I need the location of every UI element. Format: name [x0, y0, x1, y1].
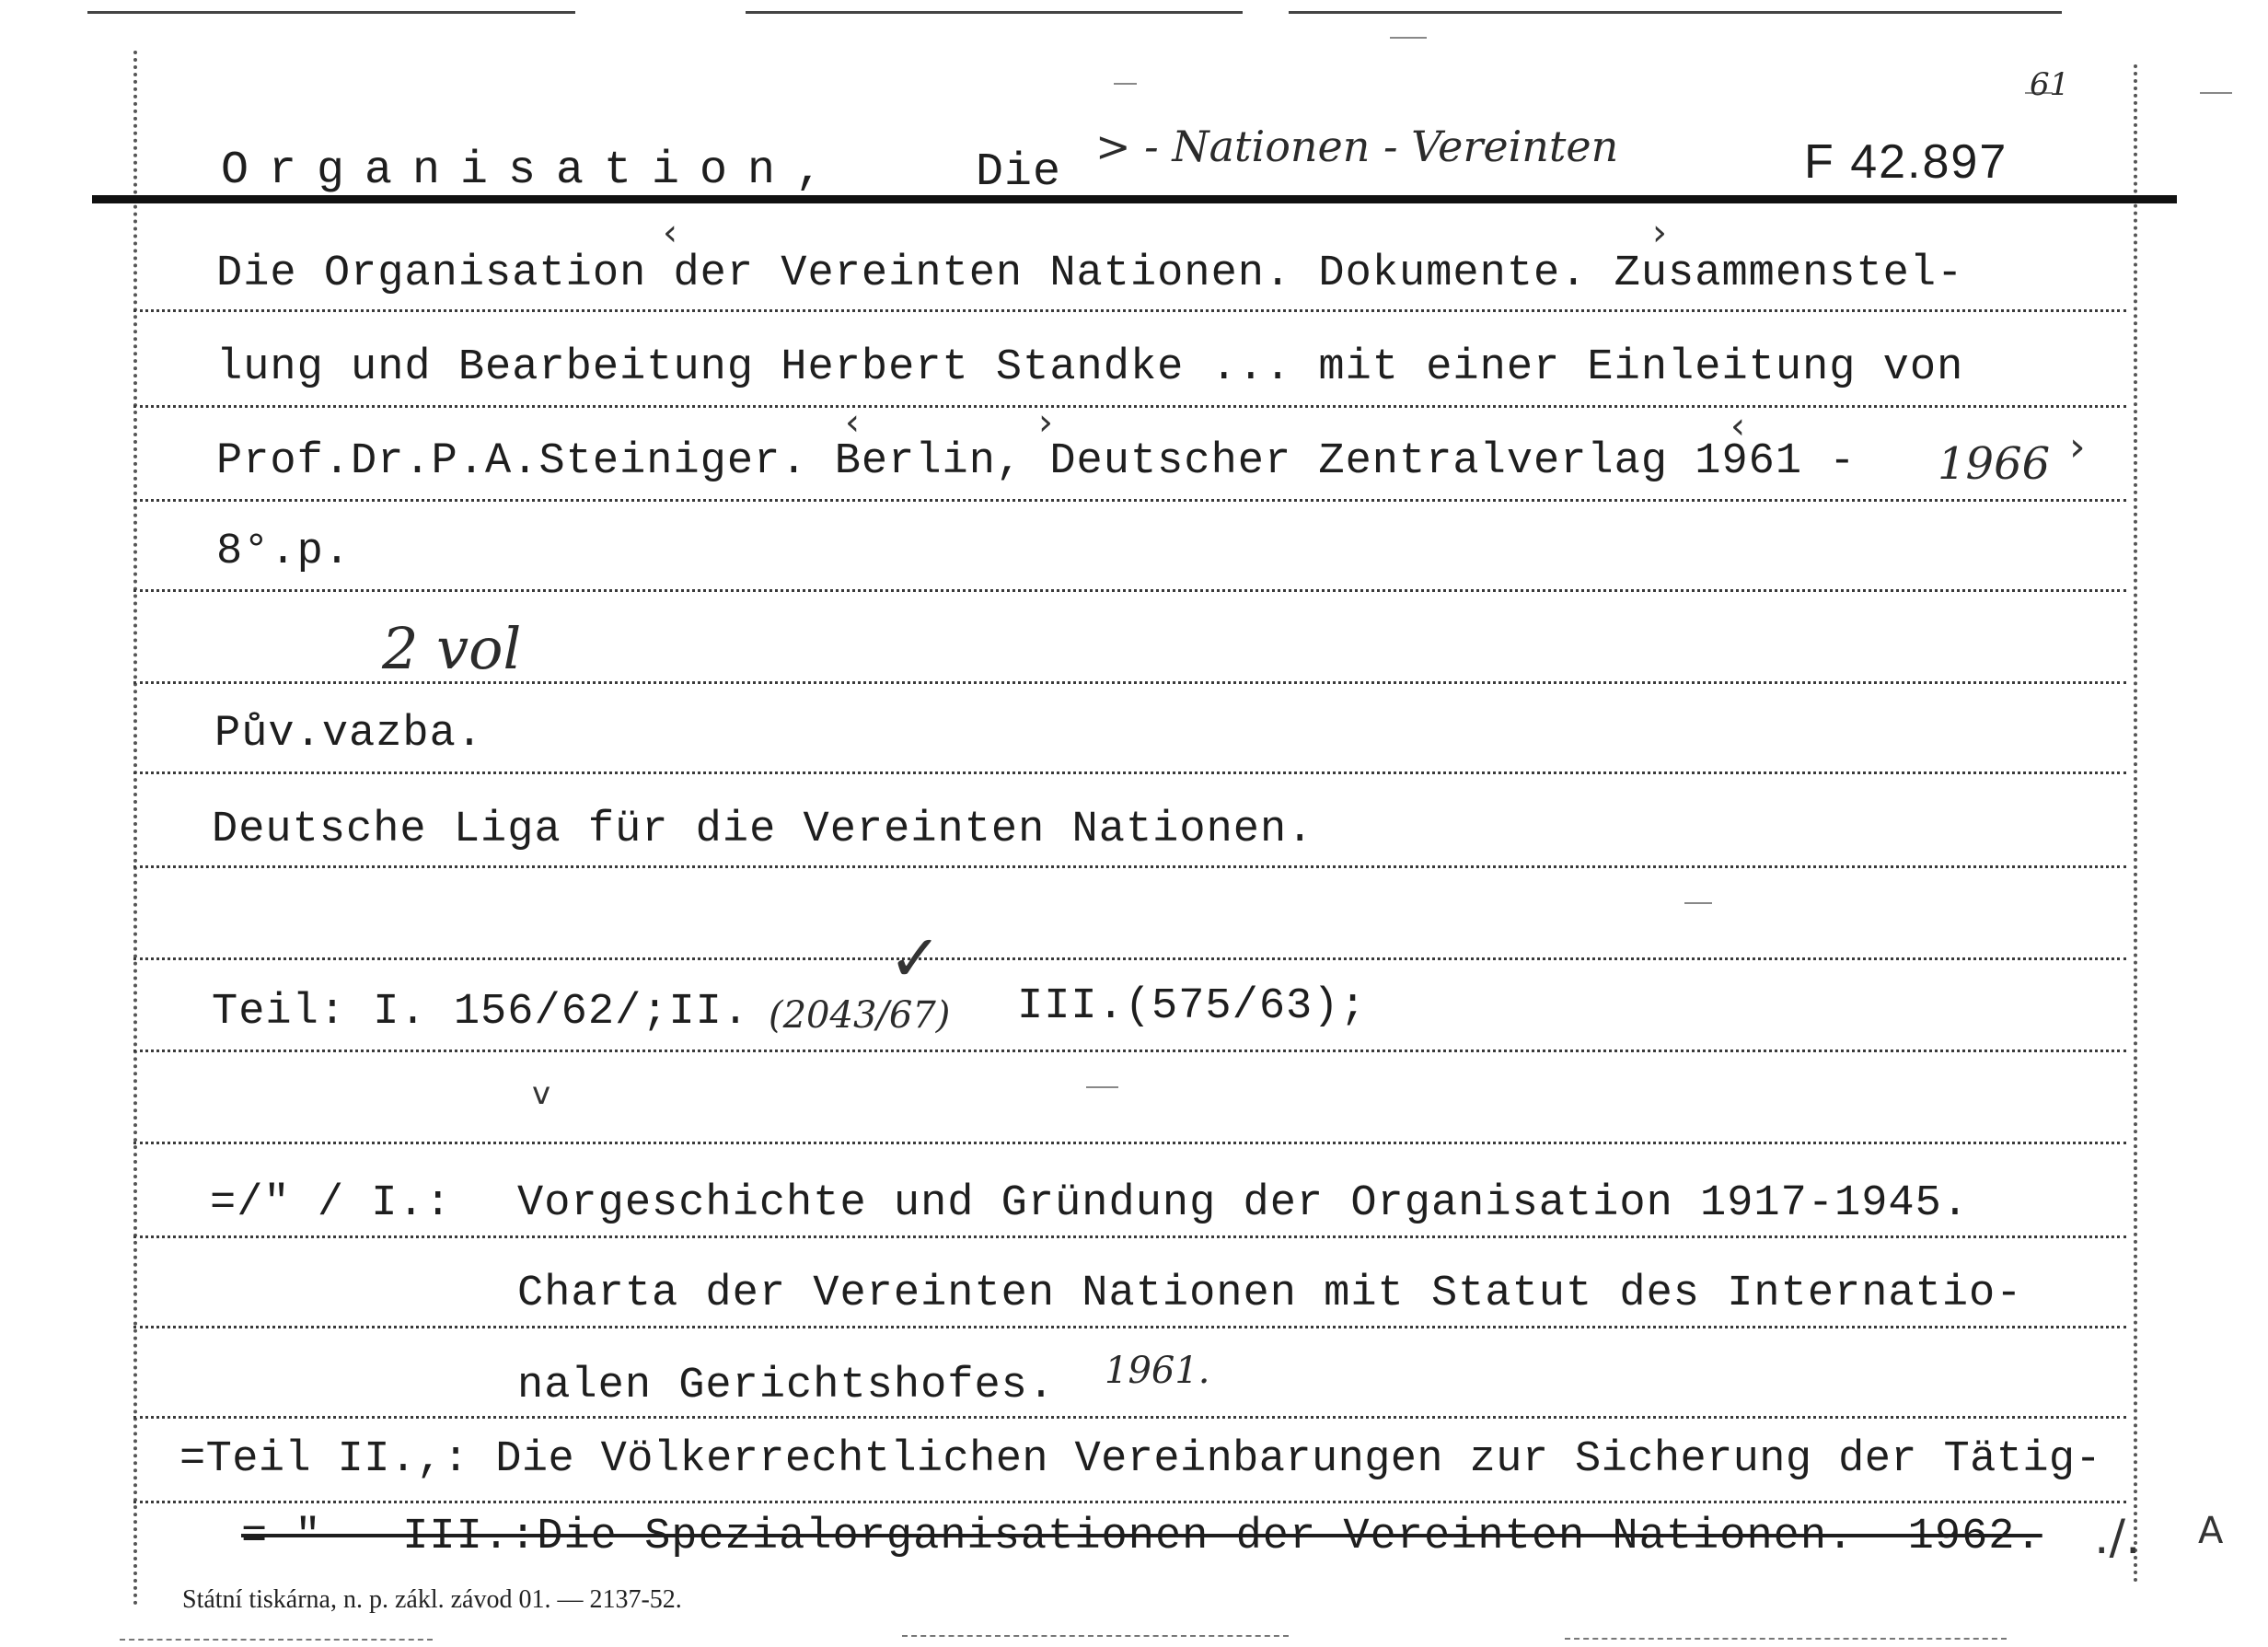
check-mark: ✓ — [888, 921, 943, 996]
description-line: Prof.Dr.P.A.Steiniger. Berlin, Deutscher Zentralverlag 1961 - — [216, 437, 1857, 486]
caret-mark: ‹ — [845, 401, 860, 444]
scan-speck — [1086, 1086, 1118, 1088]
card-top-edge — [87, 11, 575, 14]
description-line: Die Organisation der Vereinten Nationen. Dokumente. Zusammenstel- — [216, 249, 1964, 298]
corner-note: 61 — [2030, 66, 2070, 103]
contents-part2-line: =Teil II.,: Die Völkerrechtlichen Vereinbarungen zur Sicherung der Tätig- — [179, 1435, 2102, 1484]
corner-mark: A — [2198, 1510, 2224, 1552]
caret-mark: › — [1652, 212, 1667, 254]
card-top-edge — [1289, 11, 2062, 14]
caret-mark: ‹ — [663, 212, 677, 254]
slash-mark: ./. — [2094, 1510, 2141, 1565]
ruling-line — [133, 865, 2126, 868]
caret-mark: › — [1038, 401, 1053, 444]
ruling-line — [133, 405, 2126, 408]
catalog-number: F 42.897 — [1804, 135, 2008, 189]
right-margin-line — [2134, 64, 2137, 1583]
parts-three: III.(575/63); — [1017, 982, 1367, 1031]
scan-speck — [1114, 83, 1137, 85]
ruling-line — [133, 499, 2126, 502]
binding-note: Pův.vazba. — [214, 710, 484, 759]
scan-speck — [2200, 92, 2232, 94]
ruling-line — [133, 309, 2126, 312]
ruling-line — [133, 589, 2126, 592]
card-bottom-edge — [1565, 1638, 2007, 1640]
heading-article: Die — [976, 146, 1062, 199]
ruling-line — [133, 957, 2126, 960]
ruling-line — [133, 1050, 2126, 1052]
ruling-line — [133, 1142, 2126, 1144]
ruling-line — [133, 1501, 2126, 1503]
publisher-note: Deutsche Liga für die Vereinten Nationen. — [212, 806, 1314, 854]
printer-imprint: Státní tiskárna, n. p. zákl. závod 01. — 2137-52. — [182, 1585, 682, 1614]
contents-part1-label: =/" / I.: — [210, 1179, 452, 1228]
description-line: lung und Bearbeitung Herbert Standke ... mit einer Einleitung von — [216, 343, 1964, 392]
caret-mark: v — [532, 1075, 551, 1112]
left-margin-line — [133, 51, 137, 1606]
contents-part3-line-struck: = " III.:Die Spezialorganisationen der Vereinten Nationen. 1962. — [241, 1513, 2042, 1561]
contents-part1-line: Charta der Vereinten Nationen mit Statut des Internatio- — [517, 1270, 2023, 1318]
contents-part1-line: Vorgeschichte und Gründung der Organisation 1917-1945. — [517, 1179, 1970, 1228]
card-top-edge — [746, 11, 1243, 14]
heading-title: Organisation, — [221, 145, 844, 197]
format-note: 8°.p. — [216, 528, 352, 576]
handwritten-heading: > - Nationen - Vereinten — [1095, 122, 1619, 171]
caret-mark: › — [2069, 423, 2086, 470]
scan-speck — [1390, 37, 1427, 39]
card-bottom-edge — [120, 1639, 433, 1641]
contents-part1-line: nalen Gerichtshofes. — [517, 1362, 1056, 1410]
handwritten-volume-note: 2 vol — [382, 615, 522, 682]
ruling-line — [133, 1416, 2126, 1419]
ruling-line — [133, 1326, 2126, 1328]
scan-speck — [1684, 902, 1712, 904]
ruling-line — [133, 771, 2126, 774]
handwritten-year: 1961. — [1105, 1350, 1210, 1392]
handwritten-part-two: (2043/67) — [769, 994, 951, 1037]
card-bottom-edge — [902, 1635, 1289, 1637]
handwritten-year: 1966 — [1938, 438, 2051, 490]
parts-prefix: Teil: I. 156/62/;II. — [212, 988, 750, 1037]
caret-mark: ‹ — [1730, 405, 1745, 447]
ruling-line — [133, 1235, 2126, 1238]
